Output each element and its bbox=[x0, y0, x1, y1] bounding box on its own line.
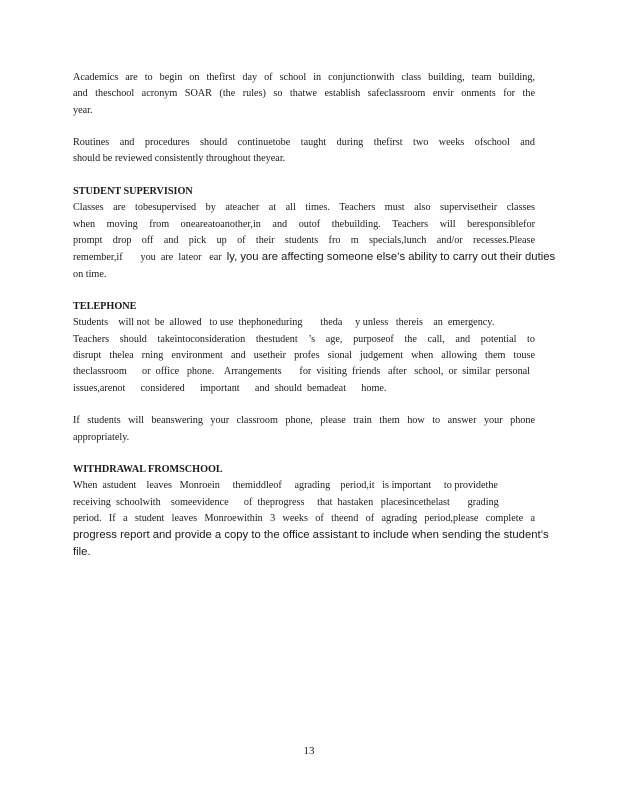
text-line: year. bbox=[73, 104, 93, 116]
document-body bbox=[73, 70, 556, 576]
text-line: progress report and provide a copy to the office assistant to include when sending the student’s bbox=[73, 529, 549, 542]
text-line: Classes are tobesupervised by ateacher at all times. Teachers must also supervisetheir classes bbox=[73, 202, 535, 214]
text-line: Students will not be allowed to use thephoneduring theda y unless thereis an emergency. bbox=[73, 317, 495, 329]
text-line: issues,arenot considered important and should bemadeat home. bbox=[73, 382, 387, 394]
text-line: period. If a student leaves Monroewithin 3 weeks of theend of agrading period,please complete a bbox=[73, 513, 535, 525]
text-run: remember,if you are lateor ear bbox=[73, 252, 227, 264]
text-line: when moving from oneareatoanother,in and outof thebuilding. Teachers will beresponsiblefor bbox=[73, 218, 535, 230]
text-line: theclassroom or office phone. Arrangements for visiting friends after school, or similar personal bbox=[73, 366, 531, 378]
text-line: Academics are to begin on thefirst day of school in conjunctionwith class building, team building, bbox=[73, 72, 535, 83]
text-line: Teachers should takeintoconsideration thestudent ’s age, purposeof the call, and potential to bbox=[73, 333, 535, 345]
text-line: appropriately. bbox=[73, 431, 130, 443]
text-line bbox=[73, 249, 556, 266]
paragraph-telephone bbox=[73, 315, 535, 396]
text-line: receiving schoolwith someevidence of theprogress that hastaken placesincethelast grading bbox=[73, 496, 499, 508]
paragraph-answering-phone bbox=[73, 413, 535, 446]
section-heading-student-supervision: STUDENT SUPERVISION bbox=[73, 186, 193, 198]
text-line: and theschool acronym SOAR (the rules) so thatwe establish safeclassroom envir onments for the bbox=[73, 88, 535, 100]
text-line: When astudent leaves Monroein themiddleof agrading period,it is important to providethe bbox=[73, 480, 498, 492]
text-line: disrupt thelea rning environment and usetheir profes sional judgement when allowing them touse bbox=[73, 350, 535, 362]
text-line: should be reviewed consistently throughout theyear. bbox=[73, 153, 286, 165]
paragraph-supervision bbox=[73, 200, 556, 282]
text-line: on time. bbox=[73, 268, 107, 280]
paragraph-withdrawal bbox=[73, 478, 549, 559]
text-line: file. bbox=[73, 545, 91, 558]
page-number: 13 bbox=[303, 745, 315, 757]
text-run: ly, you are affecting someone else’s ability to carry out their duties bbox=[226, 251, 556, 264]
paragraph-academics bbox=[73, 70, 535, 119]
text-line: Routines and procedures should continuetobe taught during thefirst two weeks ofschool and bbox=[73, 137, 535, 149]
text-line: prompt drop off and pick up of their students fro m specials,lunch and/or recesses.Please bbox=[73, 234, 535, 246]
section-heading-telephone: TELEPHONE bbox=[73, 301, 137, 313]
text-line: If students will beanswering your classroom phone, please train them how to answer your phone bbox=[73, 415, 535, 427]
paragraph-routines bbox=[73, 135, 535, 168]
section-heading-withdrawal: WITHDRAWAL FROMSCHOOL bbox=[73, 464, 223, 476]
